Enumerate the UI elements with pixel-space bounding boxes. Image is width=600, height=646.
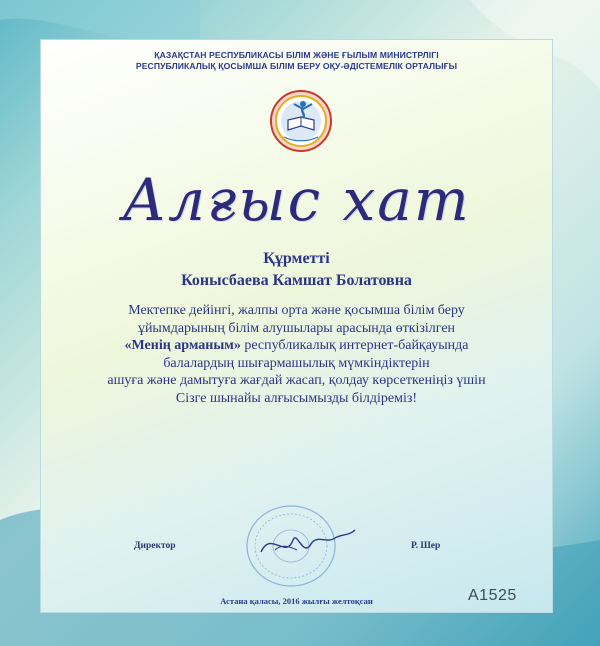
- greeting: Құрметті: [263, 250, 330, 267]
- body-line: Сізге шынайы алғысымызды білдіреміз!: [175, 390, 418, 406]
- director-label: Директор: [134, 541, 176, 551]
- director-name: Р. Шер: [411, 541, 441, 551]
- certificate-frame: [41, 40, 552, 612]
- ministry-name-line1: ҚАЗАҚСТАН РЕСПУБЛИКАСЫ БІЛІМ ЖӘНЕ ҒЫЛЫМ МИНИСТРЛІГІ: [154, 50, 439, 60]
- ministry-name-line2: РЕСПУБЛИКАЛЫҚ ҚОСЫМША БІЛІМ БЕРУ ОҚУ-ӘДІСТЕМЕЛІК ОРТАЛЫҒЫ: [135, 61, 458, 71]
- body-line-rest: республикалық интернет-байқауында: [240, 338, 469, 353]
- body-line: [61, 337, 532, 355]
- certificate-title: Алғыс хат: [122, 166, 471, 234]
- project-name: Менің арманым: [131, 338, 234, 353]
- body-line: Мектепке дейінгі, жалпы орта және қосымша білім беру: [128, 303, 465, 318]
- body-line: ұйымдарының білім алушылары арасында өткізілген: [137, 320, 456, 336]
- serial-number: A1525: [468, 587, 517, 604]
- quote-close: »: [233, 338, 241, 353]
- recipient-name: Конысбаева Камшат Болатовна: [181, 272, 412, 289]
- book-and-person-emblem-icon: [270, 90, 332, 152]
- body-line: балалардың шығармашылық мүмкіндіктерін: [163, 355, 430, 371]
- footer-city-date: Астана қаласы, 2016 жылғы желтоқсан: [220, 596, 373, 606]
- round-stamp-icon: [231, 500, 361, 590]
- certificate-body: [61, 302, 532, 407]
- quote-open: «: [124, 338, 132, 353]
- body-line: ашуға және дамытуға жағдай жасап, қолдау көрсеткеніңіз үшін: [107, 373, 486, 388]
